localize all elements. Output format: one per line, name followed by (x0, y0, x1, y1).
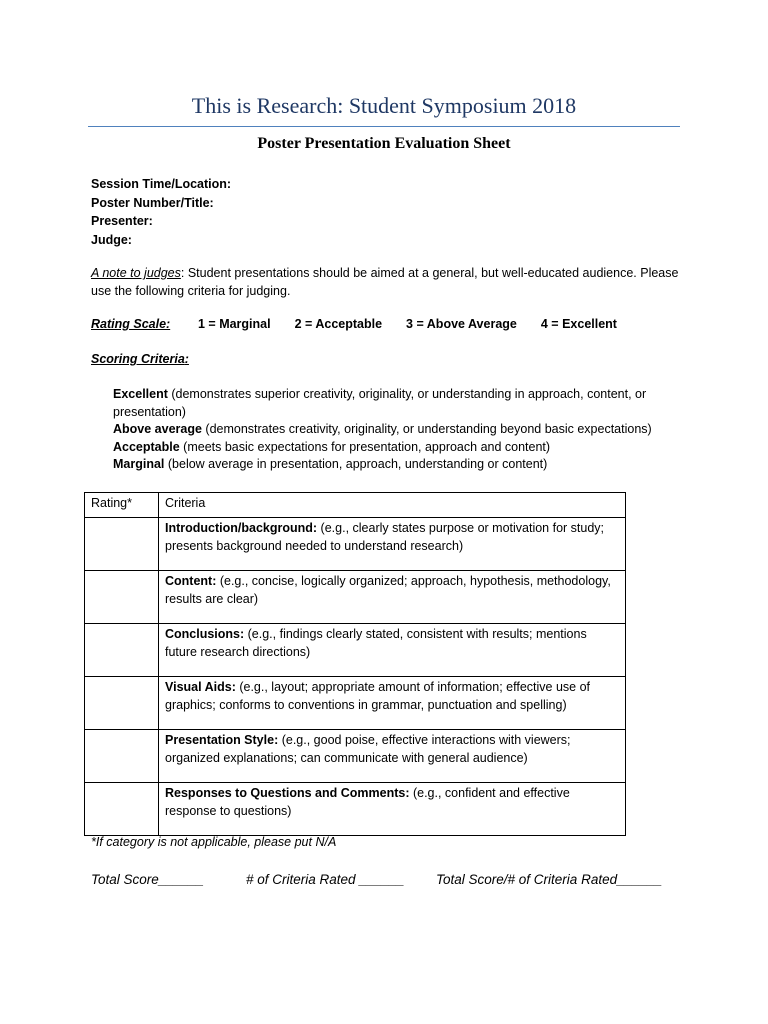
table-row (85, 677, 626, 730)
level-above-average: Above average (demonstrates creativity, originality, or understanding beyond basic expectations) (113, 422, 652, 436)
table-row (85, 624, 626, 677)
criteria-cell: Introduction/background: (e.g., clearly states purpose or motivation for study; presents background needed to understand research) (159, 518, 626, 571)
poster-field-label: Poster Number/Title: (91, 195, 214, 210)
rating-scale-label: Rating Scale: (91, 317, 171, 331)
criteria-cell: Conclusions: (e.g., findings clearly stated, consistent with results; mentions future research directions) (159, 624, 626, 677)
title-divider (88, 126, 680, 127)
scoring-label: Scoring Criteria (91, 352, 185, 366)
table-row (85, 571, 626, 624)
note-lead: A note to judges (91, 266, 181, 280)
sheet-subtitle: Poster Presentation Evaluation Sheet (257, 135, 511, 152)
rating-cell[interactable] (85, 677, 159, 730)
rating-cell[interactable] (85, 624, 159, 677)
rating-header: Rating* (85, 493, 159, 518)
rating-cell[interactable] (85, 518, 159, 571)
scoring-colon: : (184, 352, 189, 366)
scoring-levels (113, 386, 683, 474)
criteria-cell: Visual Aids: (e.g., layout; appropriate amount of information; effective use of graphics; conforms to conventions in grammar, punctuation and spelling) (159, 677, 626, 730)
criteria-header: Criteria (159, 493, 626, 518)
session-field-label: Session Time/Location: (91, 177, 232, 191)
average-score-field[interactable]: Total Score/# of Criteria Rated______ (436, 872, 663, 887)
info-fields (91, 175, 231, 249)
rating-item-3: 3 = Above Average (406, 317, 517, 331)
presenter-field-label: Presenter: (91, 214, 153, 228)
footnote: *If category is not applicable, please put N/A (91, 835, 337, 849)
table-row (85, 730, 626, 783)
criteria-cell: Content: (e.g., concise, logically organized; approach, hypothesis, methodology, results are clear) (159, 571, 626, 624)
table-row (85, 783, 626, 836)
table-header-row (85, 493, 626, 518)
rating-cell[interactable] (85, 783, 159, 836)
criteria-table (84, 492, 626, 836)
judge-field-label: Judge: (91, 232, 132, 247)
rating-cell[interactable] (85, 571, 159, 624)
page-title: This is Research: Student Symposium 2018 (191, 93, 577, 118)
scoring-criteria-heading (91, 352, 189, 366)
table-row (85, 518, 626, 571)
rating-scale (91, 317, 641, 331)
judges-note (91, 265, 691, 300)
rating-item-2: 2 = Acceptable (294, 317, 383, 331)
level-excellent: Excellent (demonstrates superior creativity, originality, or understanding in approach, content, or presentation) (113, 387, 647, 419)
total-score-field[interactable]: Total Score______ (91, 872, 204, 887)
criteria-cell: Responses to Questions and Comments: (e.g., confident and effective response to questions) (159, 783, 626, 836)
criteria-rated-field[interactable]: # of Criteria Rated ______ (246, 872, 405, 887)
level-acceptable: Acceptable (meets basic expectations for presentation, approach and content) (113, 439, 551, 454)
rating-cell[interactable] (85, 730, 159, 783)
rating-item-1: 1 = Marginal (198, 317, 271, 331)
rating-item-4: 4 = Excellent (540, 317, 617, 331)
level-marginal: Marginal (below average in presentation, approach, understanding or content) (113, 457, 548, 471)
note-text: : Student presentations should be aimed at a general, but well-educated audience. Please use the following criteria for judging. (91, 266, 679, 298)
criteria-cell: Presentation Style: (e.g., good poise, effective interactions with viewers; organized explanations; can communicate with general audience) (159, 730, 626, 783)
